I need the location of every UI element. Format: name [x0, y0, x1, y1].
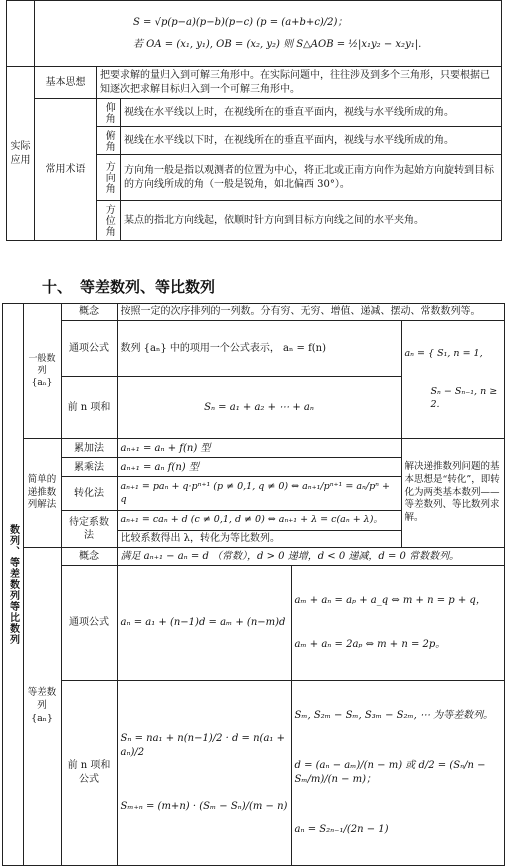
transform-label: 转化法	[61, 477, 117, 511]
heron-formula: S = √p(p−a)(p−b)(p−c) (p = (a+b+c)/2)；	[133, 17, 348, 28]
arithmetic-sum-formula2: Sₘ₊ₙ = (m+n) · (Sₘ − Sₙ)/(m − n)	[120, 801, 288, 813]
an-sn-relation	[401, 321, 505, 439]
arithmetic-concept-text: 满足 aₙ₊₁ − aₙ = d （常数），d > 0 递增，d < 0 递减，d = 0 常数数列。	[117, 547, 505, 565]
general-term-label: 通项公式	[61, 321, 117, 377]
general-sum-formula: Sₙ = a₁ + a₂ + ⋯ + aₙ	[117, 377, 401, 439]
arithmetic-term-label: 通项公式	[61, 565, 117, 680]
top-table	[6, 0, 502, 241]
terms-label: 常用术语	[35, 99, 97, 241]
term-name: 俯角	[97, 127, 121, 155]
area-formulas-cell	[35, 1, 502, 67]
an-sn-line1: aₙ = { S₁, n = 1,	[404, 347, 483, 359]
term-name: 方位角	[97, 201, 121, 241]
arithmetic-sum-prop3: aₙ = S₂ₙ₋₁/(2n − 1)	[294, 824, 389, 836]
term-name: 仰角	[97, 99, 121, 127]
arithmetic-sum-formula1: Sₙ = na₁ + n(n−1)/2 · d = n(a₁ + aₙ)/2	[120, 733, 289, 758]
recurrence-idea: 解决递推数列问题的基本思想是“转化”，即转化为两类基本数列——等差数列、等比数列求解。	[401, 439, 505, 548]
arithmetic-term-prop1: aₘ + aₙ = aₚ + a_q ⇔ m + n = p + q，	[294, 594, 486, 606]
undetermined-label: 待定系数法	[61, 511, 117, 548]
multiply-formula: aₙ₊₁ = aₙ f(n) 型	[117, 458, 401, 477]
general-sum-label: 前 n 项和	[61, 377, 117, 439]
arithmetic-term-formula: aₙ = a₁ + (n−1)d = aₘ + (n−m)d	[117, 565, 291, 680]
general-term-text: 数列 {aₙ} 中的项用一个公式表示， aₙ = f(n)	[117, 321, 401, 377]
arithmetic-term-props	[291, 565, 505, 680]
multiply-label: 累乘法	[61, 458, 117, 477]
arithmetic-concept-label: 概念	[61, 547, 117, 565]
section-number: 十、	[42, 278, 73, 296]
arithmetic-sum-prop1: Sₘ, S₂ₘ − Sₘ, S₃ₘ − S₂ₘ, ⋯ 为等差数列。	[294, 709, 494, 721]
general-concept-label: 概念	[61, 304, 117, 321]
section-title: 等差数列、等比数列	[80, 278, 216, 296]
general-concept-text: 按照一定的次序排列的一列数。分有穷、无穷、增值、递减、摆动、常数数列等。	[117, 304, 505, 321]
recurrence-label: 简单的递推数列解法	[23, 439, 61, 548]
blank-cell	[7, 1, 35, 67]
term-text: 某点的指北方向线起，依顺时针方向到目标方向线之间的水平夹角。	[121, 201, 502, 241]
term-text: 方向角一般是指以观测者的位置为中心，将正北或正南方向作为起始方向旋转到目标的方向线所成的角（一般是锐角，如北偏西 30°）。	[121, 155, 502, 201]
left-label: 数列、等差数列等比数列	[3, 304, 24, 866]
arithmetic-sum-label: 前 n 项和公式	[61, 680, 117, 865]
vector-area-formula: 若 OA = (x₁, y₁), OB = (x₂, y₂) 则 S△AOB = ½|x₁y₂ − x₂y₁|.	[133, 38, 422, 50]
arithmetic-sum-prop2: d = (aₙ − aₘ)/(n − m) 或 d/2 = (Sₙ/n − Sₘ/m)/(n − m)；	[294, 760, 489, 785]
undetermined-note: 比较系数得出 λ，转化为等比数列。	[117, 531, 401, 548]
arithmetic-sum-props	[291, 680, 505, 865]
arithmetic-label: 等差数列 {aₙ}	[23, 547, 61, 865]
transform-formula: aₙ₊₁ = paₙ + q·pⁿ⁺¹ (p ≠ 0,1, q ≠ 0) ⇔ aₙ₊₁/pⁿ⁺¹ = aₙ/pⁿ + q	[117, 477, 401, 511]
arithmetic-term-prop2: aₘ + aₙ = 2aₚ ⇔ m + n = 2p。	[294, 639, 446, 651]
accumulate-label: 累加法	[61, 439, 117, 458]
term-name: 方向角	[97, 155, 121, 201]
an-sn-line2: Sₙ − Sₙ₋₁, n ≥ 2.	[430, 386, 501, 410]
undetermined-formula: aₙ₊₁ = caₙ + d (c ≠ 0,1, d ≠ 0) ⇔ aₙ₊₁ + λ = c(aₙ + λ)。	[117, 511, 401, 531]
accumulate-formula: aₙ₊₁ = aₙ + f(n) 型	[117, 439, 401, 458]
sequence-table	[2, 303, 505, 866]
basic-idea-label: 基本思想	[35, 67, 97, 99]
arithmetic-sum-formulas	[117, 680, 291, 865]
general-label: 一般数列 {aₙ}	[23, 304, 61, 439]
section-heading	[42, 276, 223, 297]
basic-idea-text: 把要求解的量归入到可解三角形中。在实际问题中，往往涉及到多个三角形，只要根据已知逐次把求解目标归入到一个可解三角形中。	[97, 67, 502, 99]
term-text: 视线在水平线以上时，在视线所在的垂直平面内，视线与水平线所成的角。	[121, 99, 502, 127]
term-text: 视线在水平线以下时，在视线所在的垂直平面内，视线与水平线所成的角。	[121, 127, 502, 155]
section-label: 实际应用	[7, 67, 35, 241]
